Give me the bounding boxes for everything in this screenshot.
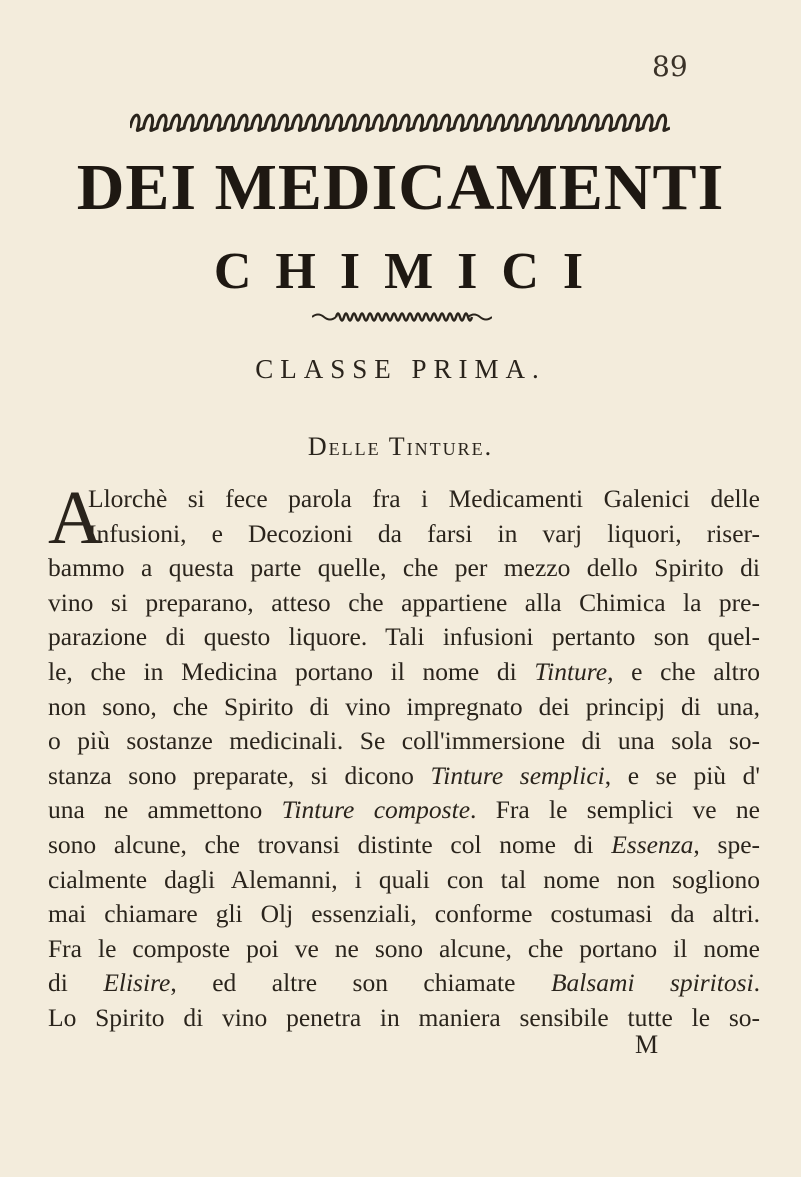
text-line: sono alcune, che trovansi distinte col nome di Essenza, spe-: [48, 829, 760, 859]
text-line: mai chiamare gli Olj essenziali, conforme costumasi da altri.: [48, 899, 760, 929]
section-heading: Delle Tinture.: [307, 432, 494, 461]
body-text: [48, 476, 760, 1036]
text-line: di Elisire, ed altre son chiamate Balsami spiritosi.: [48, 968, 760, 998]
text-line: cialmente dagli Alemanni, i quali con tal nome non sogliono: [48, 864, 760, 894]
text-line: non sono, che Spirito di vino impregnato dei principj di una,: [48, 691, 760, 721]
text-line: Fra le composte poi ve ne sono alcune, che portano il nome: [48, 933, 760, 963]
text-line: o più sostanze medicinali. Se coll'immersione di una sola so-: [48, 726, 760, 756]
text-line: Lo Spirito di vino penetra in maniera sensibile tutte le so-: [48, 1002, 760, 1032]
text-line: vino si preparano, atteso che appartiene alla Chimica la pre-: [48, 587, 760, 617]
text-line: le, che in Medicina portano il nome di Tinture, e che altro: [48, 656, 760, 686]
chapter-title: DEI MEDICAMENTI: [76, 151, 725, 224]
text-line: Llorchè si fece parola fra i Medicamenti Galenici delle: [88, 484, 760, 513]
page-number: 89: [652, 50, 688, 83]
decorative-border-ornament: [130, 108, 670, 136]
text-line: una ne ammettono Tinture composte. Fra le semplici ve ne: [48, 795, 760, 825]
decorative-divider-ornament: [312, 310, 492, 324]
class-heading: CLASSE PRIMA.: [255, 354, 546, 384]
text-line: parazione di questo liquore. Tali infusioni pertanto son quel-: [48, 622, 760, 652]
text-line: stanza sono preparate, si dicono Tinture semplici, e se più d': [48, 760, 760, 790]
chapter-subtitle: CHIMICI: [213, 243, 608, 300]
text-line: bammo a questa parte quelle, che per mezzo dello Spirito di: [48, 553, 760, 583]
catchword-signature: M: [635, 1030, 659, 1059]
drop-cap: A: [48, 476, 103, 560]
text-line: Infusioni, e Decozioni da farsi in varj liquori, riser-: [88, 518, 760, 548]
